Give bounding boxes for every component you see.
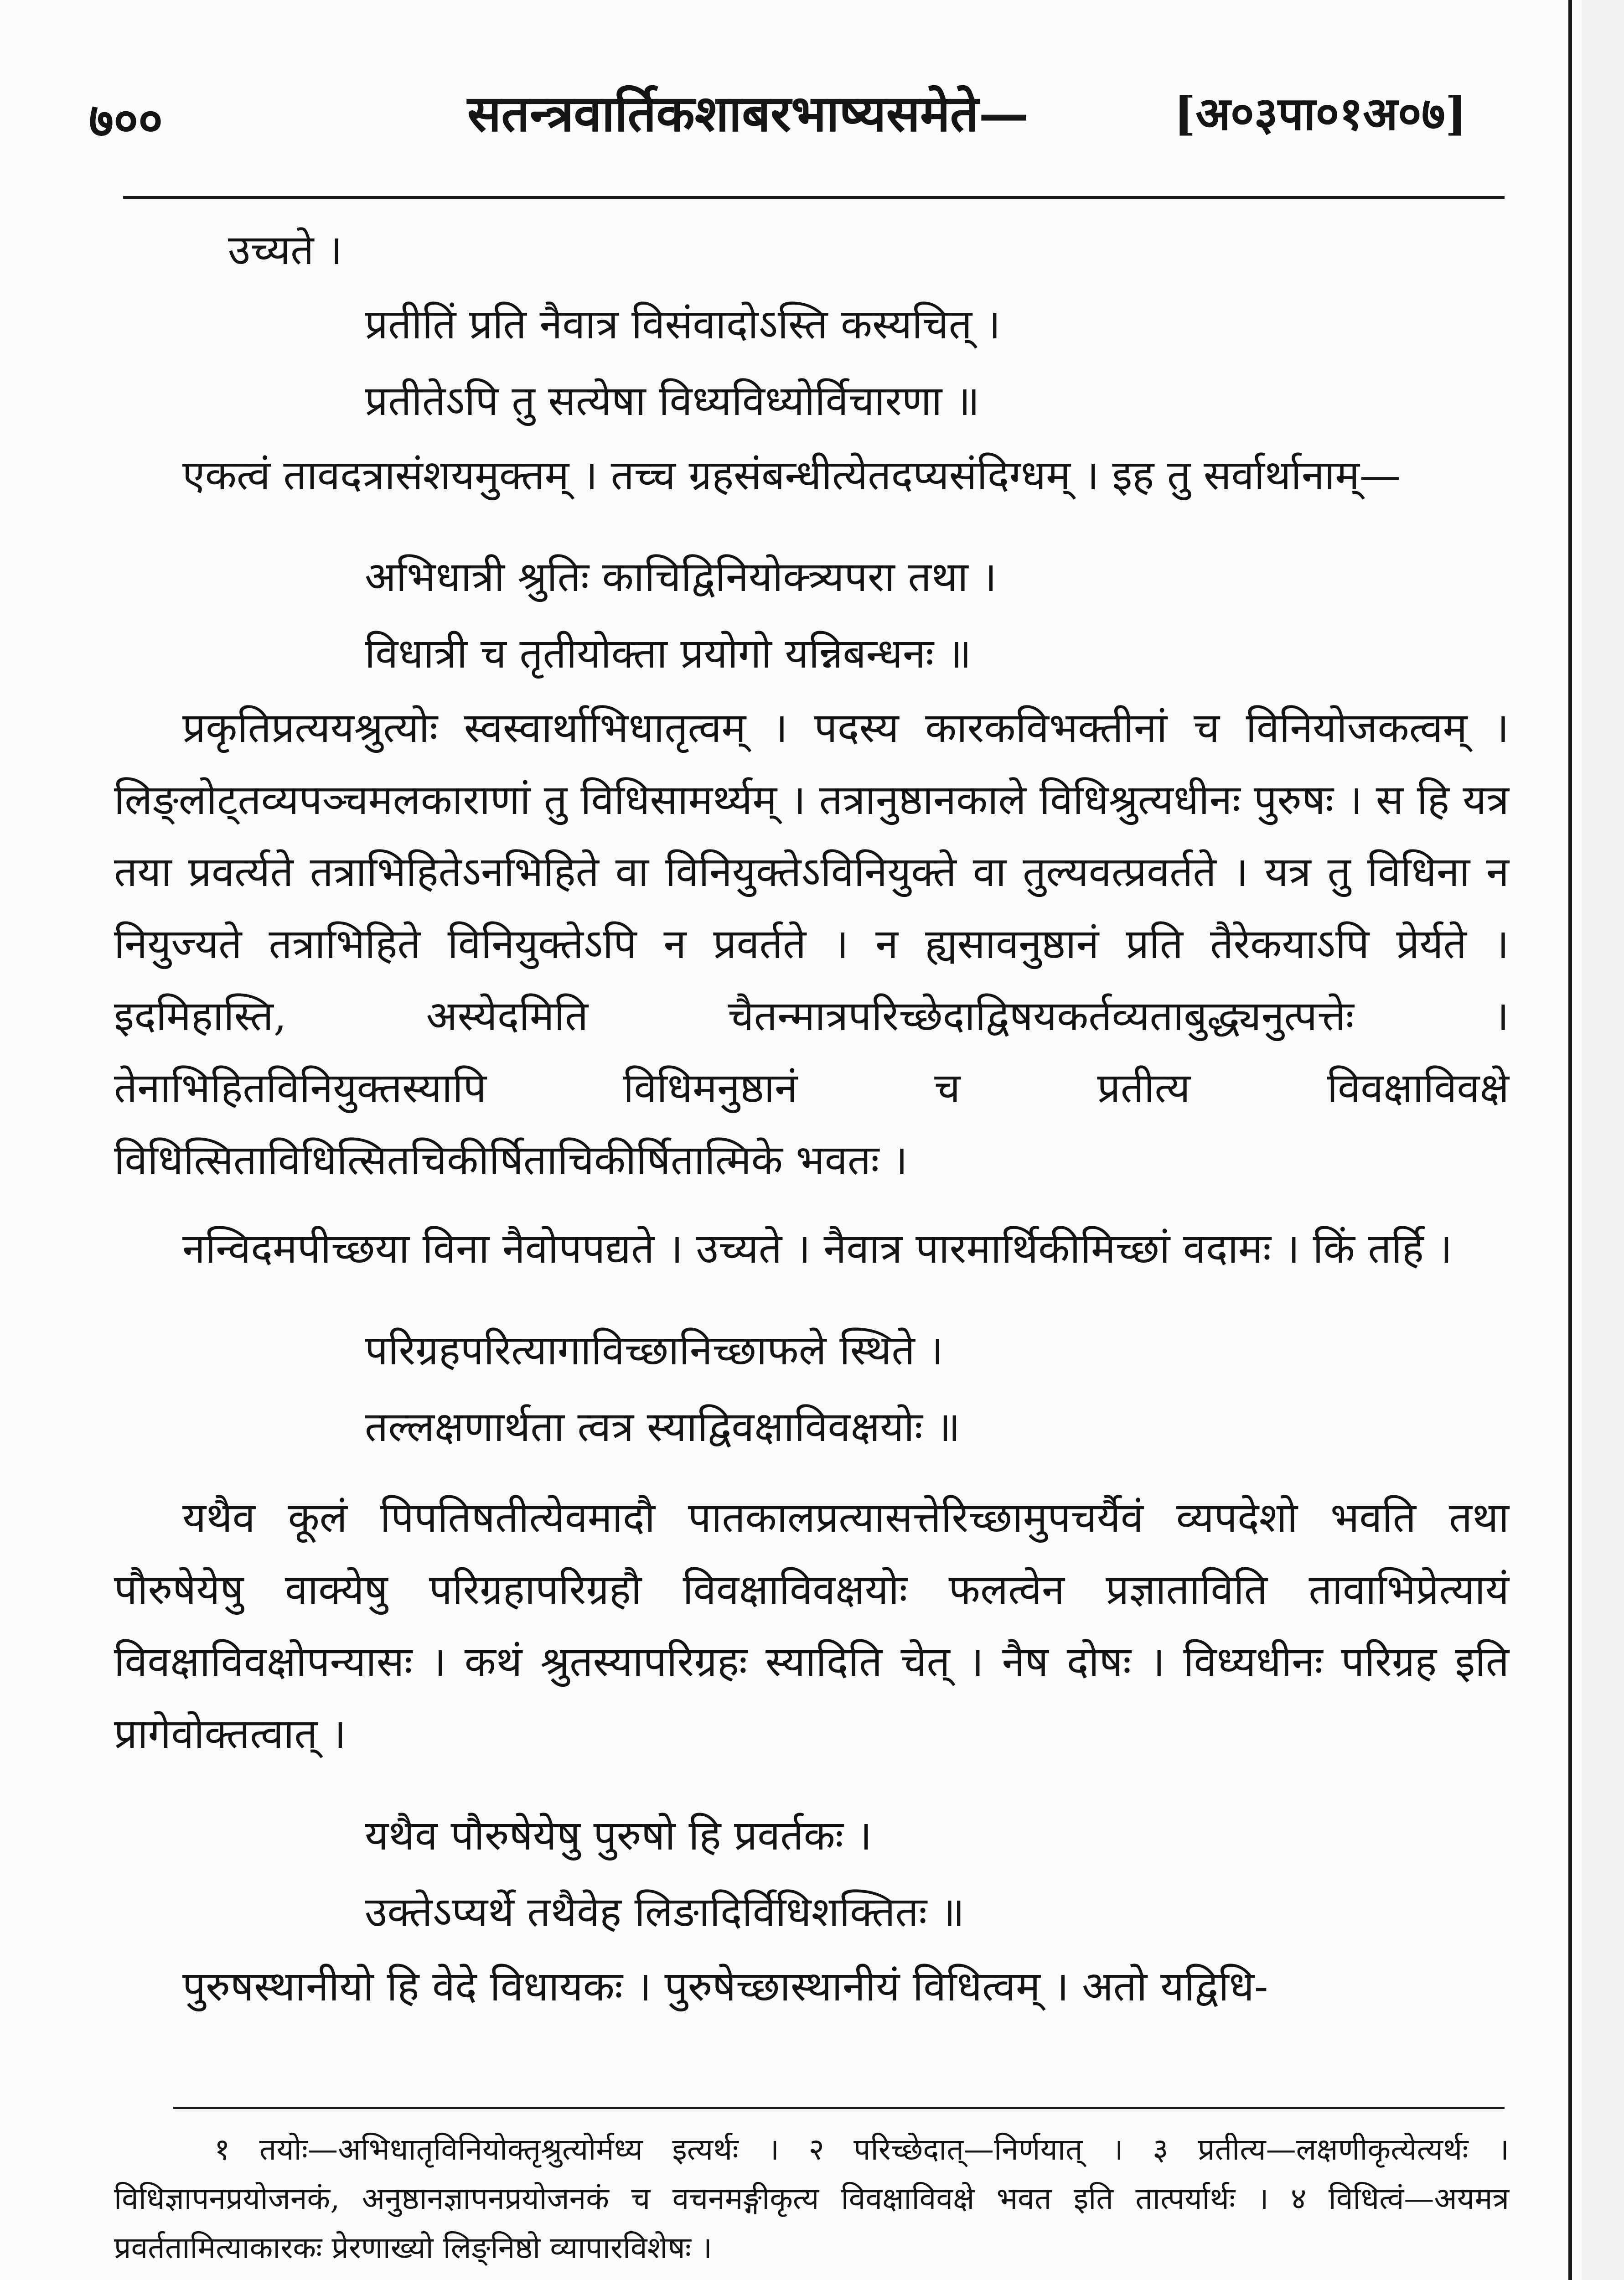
verse-line: तल्लक्षणार्थता त्वत्र स्याद्विवक्षाविवक्षयोः ॥ bbox=[365, 1403, 961, 1451]
verse-line: अभिधात्री श्रुतिः काचिद्विनियोक्त्र्यपरा तथा । bbox=[365, 553, 997, 601]
paragraph: प्रकृतिप्रत्ययश्रुत्योः स्वस्वार्थाभिधातृत्वम् । पदस्य कारकविभक्तीनां च विनियोजकत्वम् । लिङ्लोट्तव्यपञ्चमलकाराणां तु विधिसामर्थ्यम् । तत्रानुष्ठानकाले विधिश्रुत्यधीनः पुरुषः । स हि यत्र तया प्रवर्त्यते तत्राभिहितेऽनभिहिते वा विनियुक्तेऽविनियुक्ते वा तुल्यवत्प्रवर्तते । यत्र तु विधिना न नियुज्यते तत्राभिहिते विनियुक्तेऽपि न प्रवर्तते । न ह्यसावनुष्ठानं प्रति तैरेकयाऽपि प्रेर्यते । इदमिहास्ति, अस्येदमिति चैतन्मात्रपरिच्छेदाद्विषयकर्तव्यताबुद्ध्यनुत्पत्तेः । तेनाभिहितविनियुक्तस्यापि विधिमनुष्ठानं च प्रतीत्य विवक्षाविवक्षे विधित्सिताविधित्सितचिकीर्षिताचिकीर्षितात्मिके भवतः । bbox=[114, 704, 1509, 1184]
paragraph-reply: उच्यते । bbox=[228, 226, 343, 274]
verse-line: प्रतीतिं प्रति नैवात्र विसंवादोऽस्ति कस्यचित् । bbox=[365, 301, 1001, 348]
verse-line: यथैव पौरुषेयेषु पुरुषो हि प्रवर्तकः । bbox=[365, 1812, 872, 1860]
footnotes bbox=[114, 2125, 1509, 2273]
verse-line: विधात्री च तृतीयोक्ता प्रयोगो यन्निबन्धनः ॥ bbox=[365, 630, 972, 678]
footnote-text: १ तयोः—अभिधातृविनियोक्तृश्रुत्योर्मध्य इत्यर्थः । २ परिच्छेदात्—निर्णयात् । ३ प्रतीत्य—लक्षणीकृत्येत्यर्थः । विधिज्ञापनप्रयोजनकं, अनुष्ठानज्ञापनप्रयोजनकं च वचनमङ्गीकृत्य विवक्षाविवक्षे भवत इति तात्पर्यार्थः । ४ विधित्वं—अयमत्र प्रवर्ततामित्याकारकः प्रेरणाख्यो लिङ्निष्ठो व्यापारविशेषः । bbox=[114, 2132, 1509, 2265]
verse-line: उक्तेऽप्यर्थे तथैवेह लिङादिर्विधिशक्तितः ॥ bbox=[365, 1888, 965, 1936]
header-rule bbox=[123, 196, 1505, 199]
paragraph: यथैव कूलं पिपतिषतीत्येवमादौ पातकालप्रत्यासत्तेरिच्छामुपचर्यैवं व्यपदेशो भवति तथा पौरुषेयेषु वाक्येषु परिग्रहापरिग्रहौ विवक्षाविवक्षयोः फलत्वेन प्रज्ञाताविति तावाभिप्रेत्यायं विवक्षाविवक्षोपन्यासः । कथं श्रुतस्यापरिग्रहः स्यादिति चेत् । नैष दोषः । विध्यधीनः परिग्रह इति प्रागेवोक्तत्वात् । bbox=[114, 1494, 1509, 1758]
running-title: सतन्त्रवार्तिकशाबरभाष्यसमेते— bbox=[467, 84, 1029, 143]
footnote-rule bbox=[173, 2107, 1505, 2109]
verse-line: प्रतीतेऽपि तु सत्येषा विध्यविध्योर्विचारणा ॥ bbox=[365, 377, 980, 425]
paragraph: पुरुषस्थानीयो हि वेदे विधायकः । पुरुषेच्छास्थानीयं विधित्वम् । अतो यद्विधि- bbox=[182, 1963, 1268, 2011]
section-reference: [अ०३पा०१अ०७] bbox=[1174, 87, 1467, 140]
page-header bbox=[89, 68, 1521, 160]
paragraph: नन्विदमपीच्छया विना नैवोपपद्यते । उच्यते । नैवात्र पारमार्थिकीमिच्छां वदामः । किं तर्हि । bbox=[182, 1225, 1453, 1273]
page-number: ७०० bbox=[89, 92, 163, 148]
verse-line: परिग्रहपरित्यागाविच्छानिच्छाफले स्थिते । bbox=[365, 1327, 944, 1374]
page-edge-line bbox=[1568, 0, 1572, 2280]
main-text bbox=[114, 214, 1509, 2023]
paragraph: एकत्वं तावदत्रासंशयमुक्तम् । तच्च ग्रहसंबन्धीत्येतदप्यसंदिग्धम् । इह तु सर्वार्थानाम्— bbox=[182, 451, 1401, 499]
page-margin-shadow bbox=[1582, 0, 1624, 2280]
